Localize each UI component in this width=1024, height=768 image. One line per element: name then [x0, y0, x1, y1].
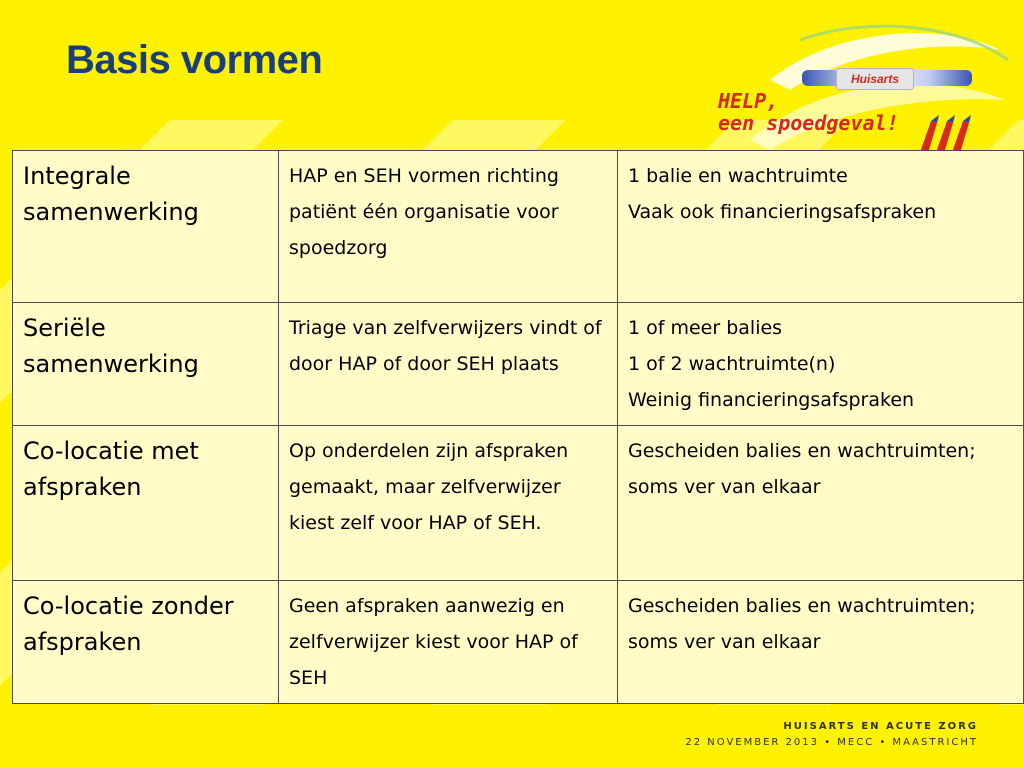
detail-line: 1 of 2 wachtruimte(n) — [628, 353, 836, 375]
logo-badge: Huisarts — [836, 68, 914, 90]
details-cell — [618, 581, 1024, 704]
description-cell: Geen afspraken aanwezig en zelfverwijzer kiest voor HAP of SEH — [279, 581, 618, 704]
detail-line: 1 balie en wachtruimte — [628, 165, 848, 187]
table-row — [13, 581, 1024, 704]
form-name-cell: Co-locatie met afspraken — [13, 426, 279, 581]
details-cell — [618, 426, 1024, 581]
description-cell: Op onderdelen zijn afspraken gemaakt, maar zelfverwijzer kiest zelf voor HAP of SEH. — [279, 426, 618, 581]
slide-title: Basis vormen — [66, 38, 323, 82]
details-cell — [618, 303, 1024, 426]
footer-event-name: HUISARTS EN ACUTE ZORG — [783, 721, 978, 732]
help-spoedgeval-logo — [710, 20, 1010, 170]
details-cell — [618, 151, 1024, 303]
form-name-cell: Co-locatie zonder afspraken — [13, 581, 279, 704]
form-name-cell: Integrale samenwerking — [13, 151, 279, 303]
logo-text — [718, 90, 899, 134]
form-name-cell: Seriële samenwerking — [13, 303, 279, 426]
logo-line-1: HELP, — [718, 89, 779, 113]
detail-line: Weinig financieringsafspraken — [628, 389, 915, 411]
detail-line: Gescheiden balies en wachtruimten; soms ver van elkaar — [628, 440, 976, 498]
footer-event-date: 22 NOVEMBER 2013 • MECC • MAASTRICHT — [685, 737, 978, 748]
detail-line: Gescheiden balies en wachtruimten; soms ver van elkaar — [628, 595, 976, 653]
detail-line: Vaak ook financieringsafspraken — [628, 201, 937, 223]
logo-line-2: een spoedgeval! — [718, 111, 899, 135]
table-row — [13, 151, 1024, 303]
comparison-table — [12, 150, 1024, 704]
table-row — [13, 303, 1024, 426]
detail-line: 1 of meer balies — [628, 317, 783, 339]
description-cell: Triage van zelfverwijzers vindt of door HAP of door SEH plaats — [279, 303, 618, 426]
description-cell: HAP en SEH vormen richting patiënt één organisatie voor spoedzorg — [279, 151, 618, 303]
table-row — [13, 426, 1024, 581]
